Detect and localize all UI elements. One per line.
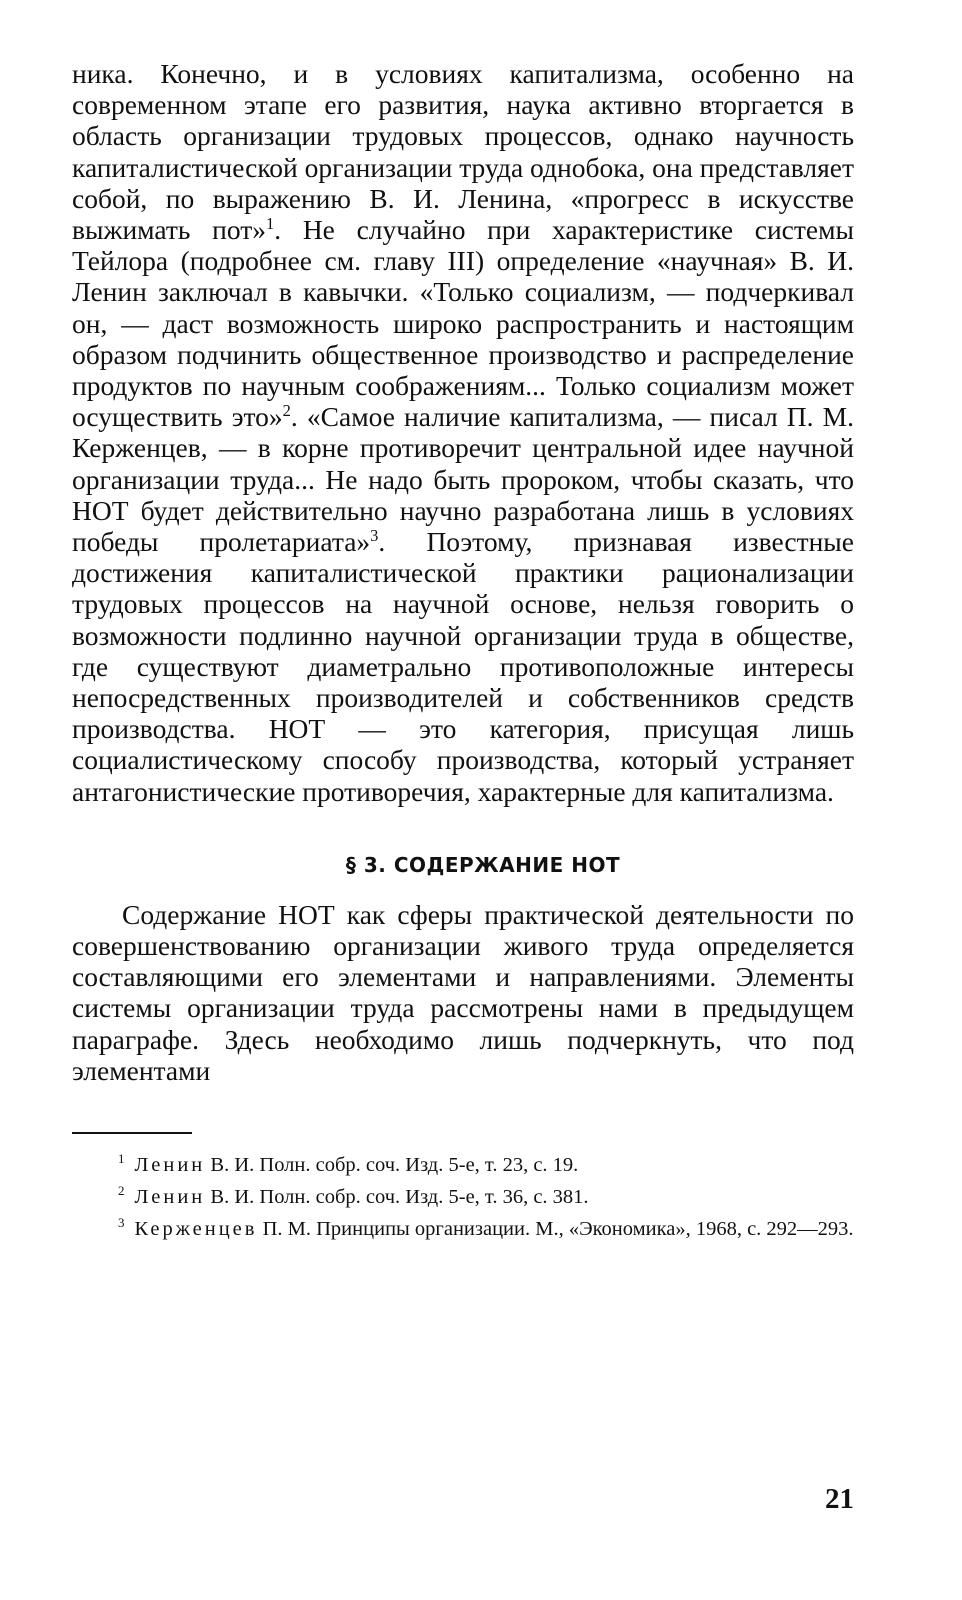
footnote-mark: 3 bbox=[118, 1214, 125, 1230]
footnote-author: Керженцев bbox=[134, 1217, 258, 1240]
paragraph-text: ника. Конечно, и в условиях капитализма, особенно на современном этапе его развития, наука активно вторгается в область организации трудовых процессов, однако научность капиталистической организации труда однобока, она представляет собой, по выражению В. И. Ленина, «прогресс в искусстве выжимать пот» bbox=[72, 58, 854, 246]
footnote-reference: 3 bbox=[370, 525, 379, 545]
footnote-item bbox=[72, 1210, 854, 1242]
footnote-mark: 2 bbox=[118, 1182, 125, 1198]
footnote-text: П. М. Принципы организации. М., «Экономика», 1968, с. 292—293. bbox=[257, 1217, 854, 1240]
footnote-reference: 1 bbox=[266, 213, 275, 233]
paragraph-text: . Поэтому, признавая известные достижения капиталистической практики рационализации трудовых процессов на научной основе, нельзя говорить о возможности подлинно научной организации труда в обществе, где существуют диаметрально противоположные интересы непосредственных производителей и собственников средств производства. НОТ — это категория, присущая лишь социалистическому способу производства, который устраняет антагонистические противоречия, характерные для капитализма. bbox=[72, 526, 854, 807]
footnote-mark: 1 bbox=[118, 1151, 125, 1167]
footnote-author: Ленин bbox=[134, 1153, 206, 1176]
paragraph-text: . Не случайно при характеристике системы Тейлора (подробнее см. главу III) определение «научная» В. И. Ленин заключал в кавычки. «Только социализм, — подчеркивал он, — даст возможность широко распространить и настоящим образом подчинить общественное производство и распределение продуктов по научным соображениям... Только социализм может осуществить это» bbox=[72, 214, 854, 433]
paragraph-text: . «Самое наличие капитализма, — писал П. М. Керженцев, — в корне противоречит центральной идее научной организации труда... Не надо быть пророком, чтобы сказать, что НОТ будет действительно научно разработана лишь в условиях победы пролетариата» bbox=[72, 401, 854, 558]
page-number: 21 bbox=[825, 1483, 854, 1515]
footnote-text: В. И. Полн. собр. соч. Изд. 5-е, т. 23, с. 19. bbox=[205, 1153, 579, 1176]
section-heading: § 3. СОДЕРЖАНИЕ НОТ bbox=[345, 852, 621, 877]
footnote-item bbox=[72, 1146, 854, 1178]
body-paragraph-2: Содержание НОТ как сферы практической деятельности по совершенствованию организации живого труда определяется составляющими его элементами и направлениями. Элементы системы организации труда рассмотрены нами в предыдущем параграфе. Здесь необходимо лишь подчеркнуть, что под элементами bbox=[72, 898, 854, 1086]
footnote-text: В. И. Полн. собр. соч. Изд. 5-е, т. 36, с. 381. bbox=[205, 1185, 589, 1208]
page-body bbox=[72, 58, 854, 1242]
footnote-author: Ленин bbox=[134, 1185, 206, 1208]
body-paragraph-1 bbox=[72, 58, 854, 807]
footnote-reference: 2 bbox=[282, 401, 291, 421]
footnote-item bbox=[72, 1178, 854, 1210]
footnotes bbox=[72, 1146, 854, 1241]
footnote-divider bbox=[72, 1132, 192, 1134]
